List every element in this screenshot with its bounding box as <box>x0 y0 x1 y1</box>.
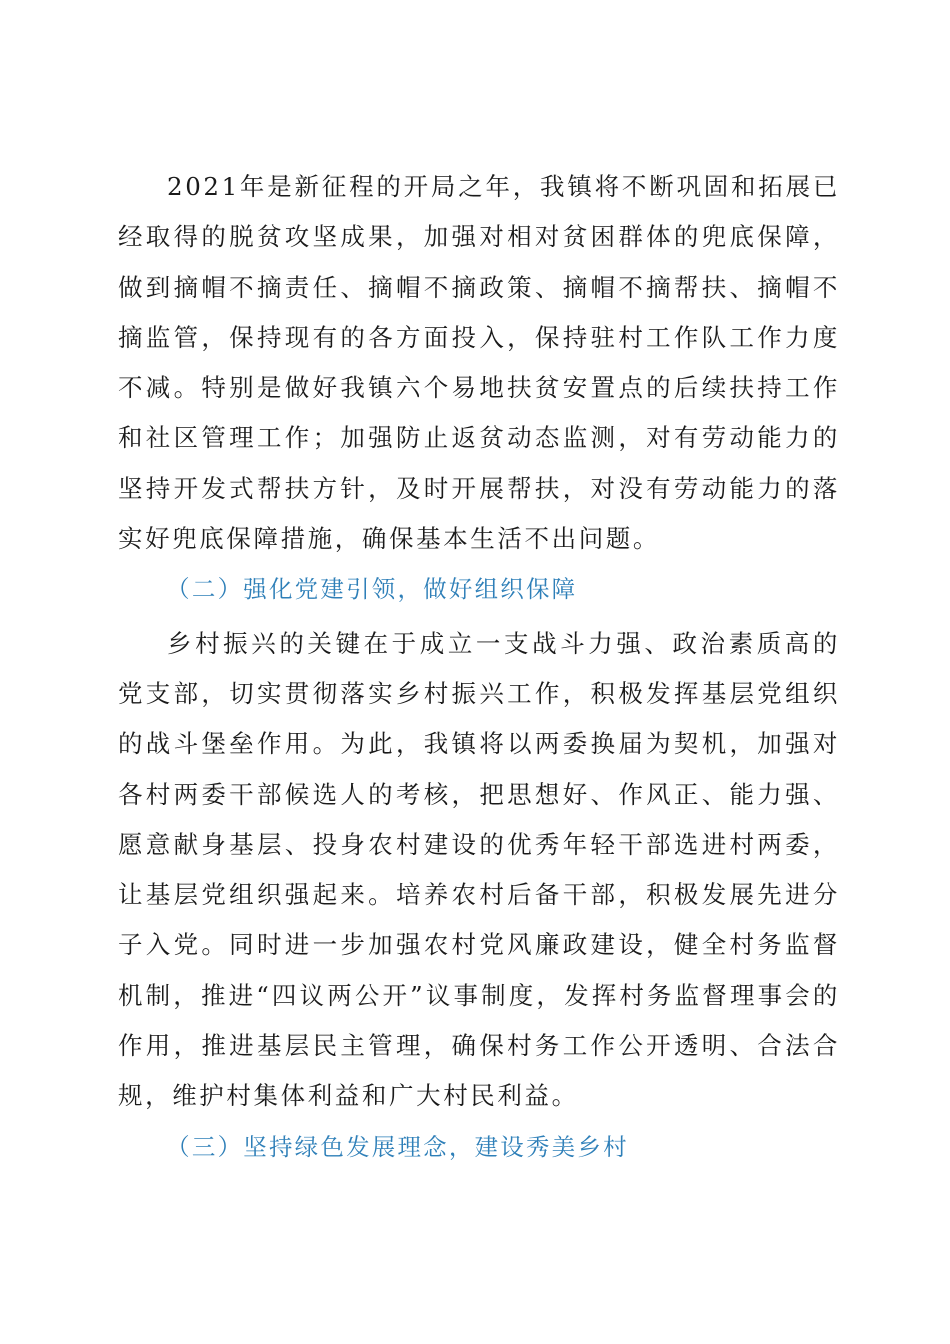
paragraph-poverty-consolidation: 2021年是新征程的开局之年，我镇将不断巩固和拓展已经取得的脱贫攻坚成果，加强对相对贫困群体的兜底保障，做到摘帽不摘责任、摘帽不摘政策、摘帽不摘帮扶、摘帽不摘监管，保持现有的各方面投入，保持驻村工作队工作力度不减。特别是做好我镇六个易地扶贫安置点的后续扶持工作和社区管理工作；加强防止返贫动态监测，对有劳动能力的坚持开发式帮扶方针，及时开展帮扶，对没有劳动能力的落实好兜底保障措施，确保基本生活不出问题。 <box>118 172 840 554</box>
document-body <box>118 162 840 1172</box>
paragraph-party-building: 乡村振兴的关键在于成立一支战斗力强、政治素质高的党支部，切实贯彻落实乡村振兴工作，积极发挥基层党组织的战斗堡垒作用。为此，我镇将以两委换届为契机，加强对各村两委干部候选人的考核，把思想好、作风正、能力强、愿意献身基层、投身农村建设的优秀年轻干部选进村两委，让基层党组织强起来。培养农村后备干部，积极发展先进分子入党。同时进一步加强农村党风廉政建设，健全村务监督机制，推进“四议两公开”议事制度，发挥村务监督理事会的作用，推进基层民主管理，确保村务工作公开透明、合法合规，维护村集体利益和广大村民利益。 <box>118 628 840 1111</box>
section-heading-party-building: （二）强化党建引领，做好组织保障 <box>166 575 578 604</box>
section-heading-green-development: （三）坚持绿色发展理念，建设秀美乡村 <box>166 1132 629 1161</box>
